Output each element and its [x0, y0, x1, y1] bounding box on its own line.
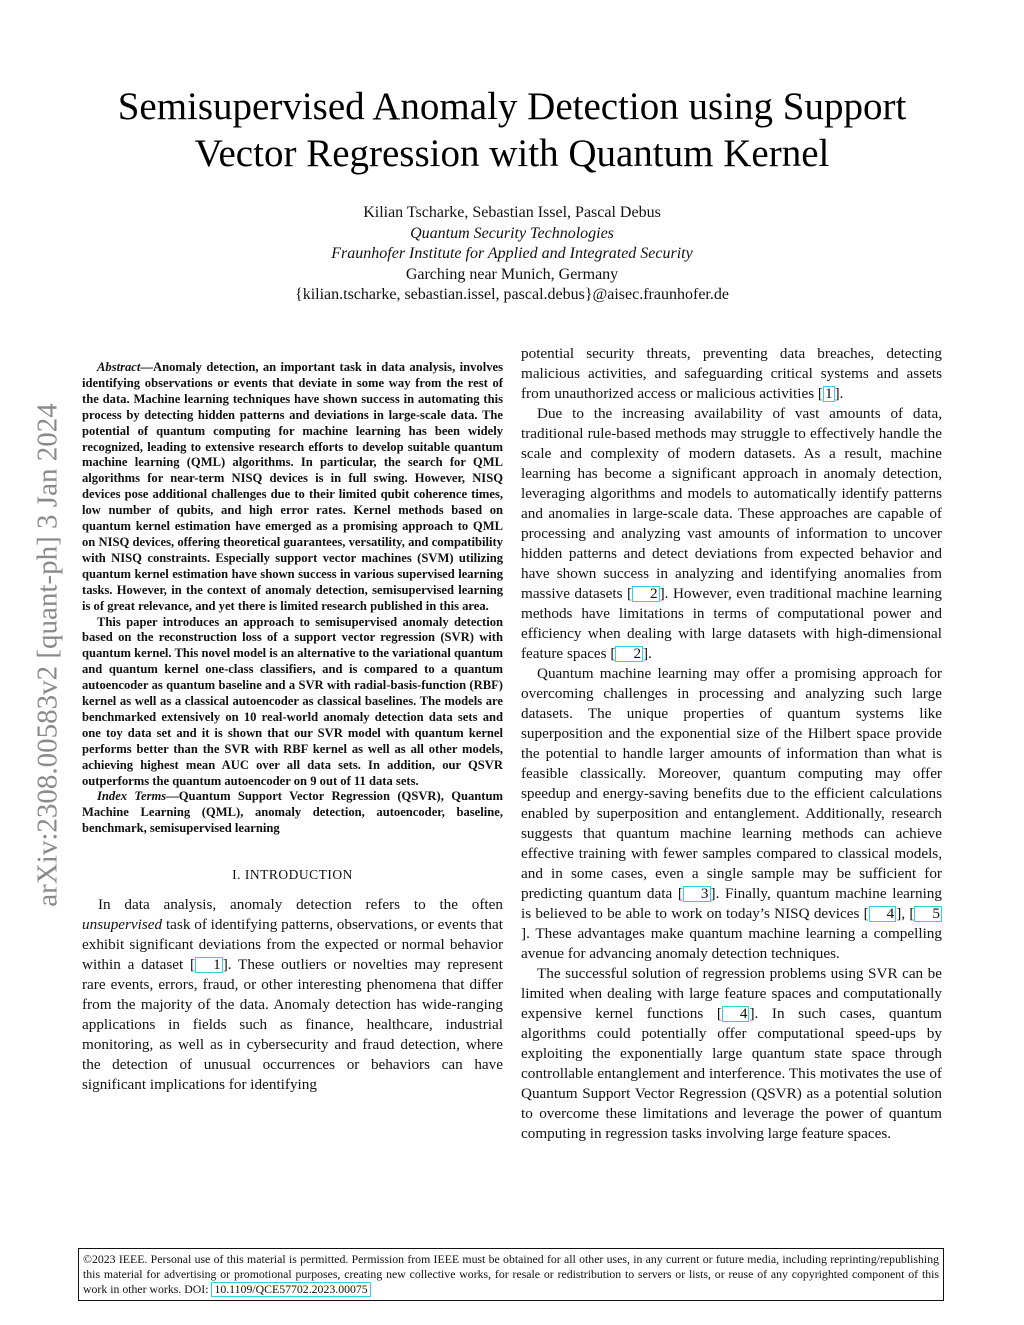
right-p3-b: . In such cases, quantum algorithms could potentially offer computational speed-ups by exploiting the exponentially large quantum state space through controllable entanglement and interference. This motivates the use of Quantum Support Vector Regression (QSVR) as a potential solution to overcome these limitations and leverage the power of quantum computing in regression tasks involving large feature spaces. — [521, 1005, 942, 1142]
index-terms-lead: Index Terms — [97, 789, 167, 804]
copyright-notice — [78, 1248, 944, 1301]
abstract-paragraph-2: This paper introduces an approach to semisupervised anomaly detection based on the reconstruction loss of a support vector regression (SVR) with quantum kernel. This novel model is an alternative to the variational quantum and quantum kernel one-class classifiers, and is compared to a quantum autoencoder as quantum baseline and a SVR with radial-basis-function (RBF) kernel as well as a classical autoencoder as classical baselines. The models are benchmarked extensively on 10 real-world anomaly detection data sets and one toy data set and it is shown that our SVR model with quantum kernel performs better than the SVR with RBF kernel as well as all other models, achieving highest mean AUC over all data sets. In addition, our QSVR outperforms the quantum autoencoder on 9 out of 11 data sets. — [82, 614, 503, 788]
intro-paragraph-continued: potential security threats, preventing data breaches, detecting malicious activities, and safeguarding critical systems and assets from unauthorized access or malicious activities [ 1 ]. — [521, 345, 942, 402]
citation-link[interactable]: 3 — [683, 886, 711, 902]
citation-link[interactable]: 4 — [869, 906, 897, 922]
author-location: Garching near Munich, Germany — [405, 265, 619, 283]
author-institute: Fraunhofer Institute for Applied and Integrated Security — [331, 245, 693, 263]
right-p2-c: , — [901, 905, 910, 922]
intro-paragraph-1: In data analysis, anomaly detection refers to the often unsupervised task of identifying patterns, observations, or events that exhibit significant deviations from the expected or normal behavior within a dataset [ 1 ]. These outliers or novelties may represent rare events, errors, fraud, or other interesting phenomena that differ from the majority of the data. Anomaly detection has wide-ranging applications in fields such as finance, healthcare, industrial monitoring, as well as in cybersecurity and fraud detection, where the detection of unusual occurrences or behaviors can have significant implications for identifying — [82, 896, 503, 1094]
section-heading-introduction: I. INTRODUCTION — [232, 867, 353, 883]
right-p0-a: potential security threats, preventing data breaches, detecting malicious activities, and safeguarding critical systems and assets from unauthorized access or malicious activities — [521, 345, 942, 402]
right-p2-d: . These advantages make quantum machine learning a compelling avenue for advancing anomaly detection techniques. — [521, 925, 942, 962]
citation-link[interactable]: 1 — [824, 385, 833, 402]
citation-link[interactable]: 2 — [615, 646, 643, 662]
arxiv-identifier: arXiv:2308.00583v2 [quant-ph] 3 Jan 2024 — [31, 403, 64, 907]
arxiv-sidebar-stamp — [26, 355, 70, 955]
intro-text-right — [521, 344, 942, 1144]
right-p2-a: Quantum machine learning may offer a promising approach for overcoming challenges in processing and analyzing such large datasets. The unique properties of quantum systems like superposition and the exponential size of the Hilbert space provide the potential to handle larger amounts of information than what is feasible classically. Moreover, quantum computing may offer speedup and energy-saving benefits due to the efficient calculations enabled by superposition and entanglement. Additionally, research suggests that quantum machine learning methods can achieve effective training with fewer samples compared to classical models, and in some cases, even a single sample may be sufficient for predicting quantum data — [521, 665, 942, 902]
abstract-paragraph-1 — [82, 360, 503, 615]
author-department: Quantum Security Technologies — [410, 224, 614, 242]
index-terms-text: —Quantum Support Vector Regression (QSVR), Quantum Machine Learning (QML), anomaly detection, autoencoder, baseline, benchmark, semisupervised learning — [82, 789, 503, 836]
left-column — [82, 360, 503, 1095]
right-column — [521, 344, 942, 1144]
right-p1-a: Due to the increasing availability of vast amounts of data, traditional rule-based methods may struggle to effectively handle the scale and complexity of modern datasets. As a result, machine learning has become a significant approach in anomaly detection, leveraging algorithms and models to automatically identify patterns and anomalies in large-scale data. These approaches are capable of processing and analyzing vast amounts of information to uncover hidden patterns and detect deviations from expected behavior and have shown success in analyzing and identifying anomalies from massive datasets — [521, 405, 942, 602]
citation-link[interactable]: 4 — [722, 1006, 750, 1022]
intro-p1-emphasis: unsupervised — [82, 916, 163, 934]
citation-link[interactable]: 2 — [632, 586, 660, 602]
citation-link[interactable]: 5 — [914, 906, 942, 922]
intro-p1-a: In data analysis, anomaly detection refers to the often — [98, 896, 503, 914]
right-p3-a: The successful solution of regression problems using SVR can be limited when dealing with large feature spaces and computationally expensive kernel functions — [521, 965, 942, 1022]
intro-p1-c: . These outliers or novelties may represent rare events, errors, fraud, or other interesting phenomena that differ from the majority of the data. Anomaly detection has wide-ranging applications in fields such as finance, healthcare, industrial monitoring, as well as in cybersecurity and fraud detection, where the detection of unusual occurrences or behaviors can have significant implications for identifying — [82, 956, 503, 1094]
citation-link[interactable]: 1 — [195, 957, 223, 973]
intro-paragraph-2: Due to the increasing availability of vast amounts of data, traditional rule-based methods may struggle to effectively handle the scale and complexity of modern datasets. As a result, machine learning has become a significant approach in anomaly detection, leveraging algorithms and models to automatically identify patterns and anomalies in large-scale data. These approaches are capable of processing and analyzing vast amounts of information to uncover hidden patterns and detect deviations from expected behavior and have shown success in analyzing and identifying anomalies from massive datasets [ 2 ]. However, even traditional machine learning methods have limitations in terms of computational power and efficiency when dealing with large datasets with high-dimensional feature spaces [ 2 ]. — [521, 405, 942, 662]
author-block — [80, 203, 944, 306]
abstract-text-1: —Anomaly detection, an important task in data analysis, involves identifying observations or events that deviate in some way from the rest of the data. Machine learning techniques have shown success in automating this process by detecting hidden patterns and deviations in large-scale data. The potential of quantum computing for machine learning has been widely recognized, leading to extensive research efforts to develop suitable quantum machine learning (QML) algorithms. In particular, the search for QML algorithms for near-term NISQ devices is in full swing. However, NISQ devices pose additional challenges due to their limited qubit coherence times, low number of qubits, and high error rates. Kernel methods based on quantum kernel estimation have emerged as a promising approach to QML on NISQ devices, offering theoretical guarantees, versatility, and compatibility with NISQ constraints. Especially support vector machines (SVM) utilizing quantum kernel estimation have shown success in various supervised learning tasks. However, in the context of anomaly detection, semisupervised learning is of great relevance, and yet there is limited research published in this area. — [82, 360, 503, 613]
intro-paragraph-3: Quantum machine learning may offer a promising approach for overcoming challenges in processing and analyzing such large datasets. The unique properties of quantum systems like superposition and the exponential size of the Hilbert space provide the potential to handle larger amounts of information than what is feasible classically. Moreover, quantum computing may offer speedup and energy-saving benefits due to the efficient calculations enabled by superposition and entanglement. Additionally, research suggests that quantum machine learning methods can achieve effective training with fewer samples compared to classical models, and in some cases, even a single sample may be sufficient for predicting quantum data [ 3 ]. Finally, quantum machine learning is believed to be able to work on today’s NISQ devices [ 4 ], [ 5]. These advantages make quantum machine learning a compelling avenue for advancing anomaly detection techniques. — [521, 665, 942, 962]
title-line-2: Vector Regression with Quantum Kernel — [194, 132, 830, 175]
right-p2-b: . Finally, quantum machine learning is believed to be able to work on today’s NISQ devices — [521, 885, 942, 922]
paper-title — [80, 83, 944, 177]
copyright-text: ©2023 IEEE. Personal use of this material is permitted. Permission from IEEE must be obtained for all other uses, in any current or future media, including reprinting/republishing this material for advertising or promotional purposes, creating new collective works, for resale or redistribution to servers or lists, or reuse of any copyrighted component of this work in other works. DOI: — [83, 1252, 939, 1296]
doi-link[interactable]: 10.1109/QCE57702.2023.00075 — [211, 1282, 370, 1297]
right-p1-c: . — [648, 645, 652, 662]
intro-p1-b: task of identifying patterns, observations, or events that exhibit significant deviations from the expected or normal behavior within a dataset — [82, 916, 503, 974]
intro-text-left — [82, 895, 503, 1095]
author-names: Kilian Tscharke, Sebastian Issel, Pascal Debus — [363, 204, 661, 221]
abstract-lead: Abstract — [97, 360, 141, 374]
right-p1-b: . However, even traditional machine learning methods have limitations in terms of computational power and efficiency when dealing with large datasets with high-dimensional feature spaces — [521, 585, 942, 662]
title-line-1: Semisupervised Anomaly Detection using Support — [117, 85, 907, 128]
abstract — [82, 360, 503, 837]
right-p0-b: . — [839, 385, 844, 402]
author-emails[interactable]: {kilian.tscharke, sebastian.issel, pascal.debus}@aisec.fraunhofer.de — [295, 286, 729, 304]
index-terms — [82, 789, 503, 837]
intro-paragraph-4: The successful solution of regression problems using SVR can be limited when dealing with large feature spaces and computationally expensive kernel functions [ 4 ]. In such cases, quantum algorithms could potentially offer computational speed-ups by exploiting the exponentially large quantum state space through controllable entanglement and interference. This motivates the use of Quantum Support Vector Regression (QSVR) as a potential solution to overcome these limitations and leverage the power of quantum computing in regression tasks involving large feature spaces. — [521, 965, 942, 1142]
